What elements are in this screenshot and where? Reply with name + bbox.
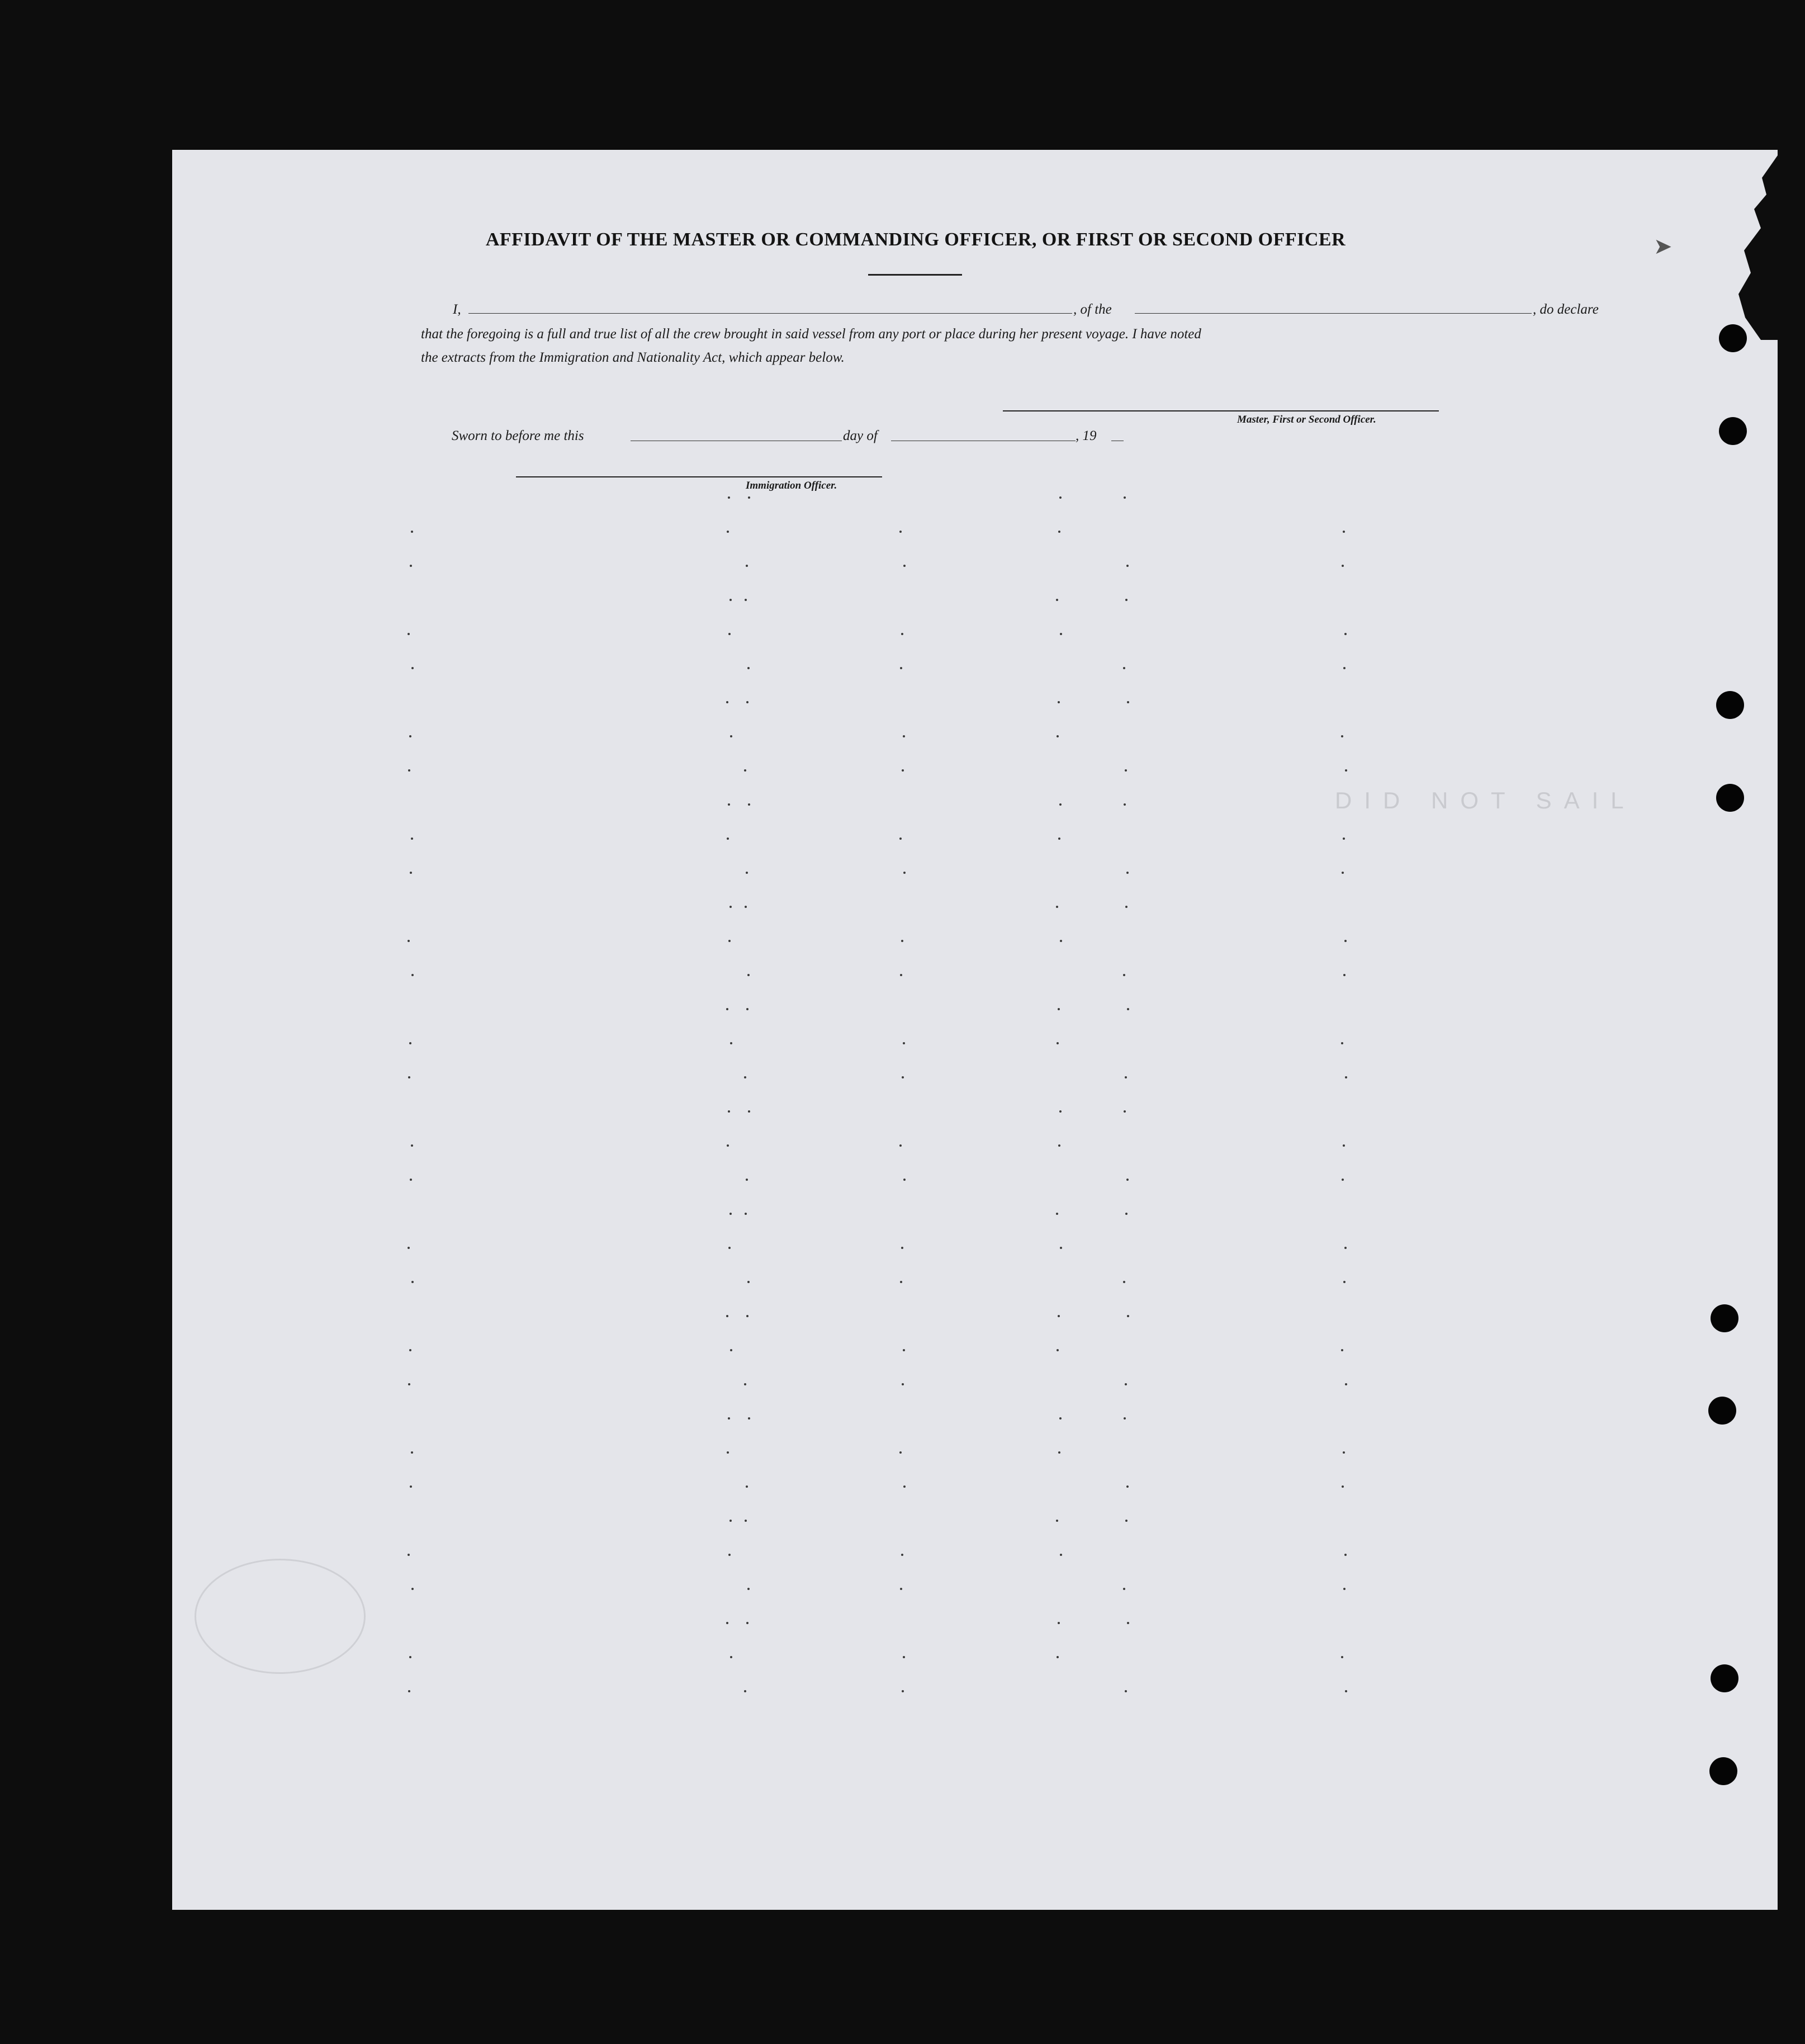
- scan-dot: [903, 1349, 905, 1351]
- scan-dot: [746, 872, 748, 874]
- scan-dot: [746, 1622, 748, 1624]
- scan-dot: [1127, 1315, 1129, 1317]
- scan-dot: [728, 803, 730, 806]
- scan-dot: [746, 565, 748, 567]
- scan-dot: [745, 1213, 747, 1215]
- scan-dot: [1125, 1213, 1127, 1215]
- scan-dot: [1127, 1008, 1129, 1010]
- punch-hole: [1716, 691, 1744, 719]
- scan-dot: [1342, 565, 1344, 567]
- scan-dot: [728, 1110, 730, 1113]
- scan-dot: [1126, 872, 1129, 874]
- scan-dot: [411, 974, 414, 976]
- scan-dot: [903, 1656, 905, 1658]
- scan-dot: [727, 531, 729, 533]
- scan-dot: [1056, 1213, 1058, 1215]
- scan-dot: [1344, 1247, 1347, 1249]
- immigration-officer-label: Immigration Officer.: [746, 480, 837, 491]
- scan-dot: [408, 1690, 410, 1692]
- scan-dot: [728, 633, 731, 635]
- scan-dot: [1342, 1485, 1344, 1488]
- scan-dot: [1056, 599, 1058, 601]
- scan-dot: [744, 1383, 746, 1385]
- scan-dot: [900, 1281, 902, 1283]
- scan-dot: [746, 1485, 748, 1488]
- vessel-blank: [1135, 313, 1532, 314]
- arrow-mark-icon: ➤: [1654, 234, 1673, 259]
- scan-dot: [1343, 1144, 1345, 1147]
- scan-dot: [1341, 1042, 1343, 1044]
- scan-dot: [1125, 1520, 1127, 1522]
- scan-dot: [1060, 940, 1062, 942]
- scan-dot: [1343, 838, 1345, 840]
- scan-dot: [902, 769, 904, 772]
- scan-dot: [729, 599, 732, 601]
- scan-dot: [1341, 1656, 1343, 1658]
- title-underline: [868, 274, 962, 276]
- scan-dot: [903, 1485, 906, 1488]
- scan-dot: [1342, 1179, 1344, 1181]
- scan-dot: [748, 1110, 750, 1113]
- scan-dot: [1124, 496, 1126, 499]
- scan-dot: [729, 906, 732, 908]
- scan-dot: [730, 1042, 732, 1044]
- punch-hole: [1711, 1664, 1738, 1692]
- scan-dot: [1341, 735, 1343, 737]
- punch-hole: [1709, 1757, 1737, 1785]
- scan-dot: [1059, 1417, 1062, 1420]
- scan-dot: [411, 531, 413, 533]
- scan-dot: [747, 1588, 750, 1590]
- scan-dot: [726, 1315, 728, 1317]
- scan-dot: [1127, 701, 1129, 703]
- torn-corner: [1711, 155, 1778, 340]
- scan-dot: [1125, 599, 1127, 601]
- scan-dot: [1058, 1451, 1060, 1454]
- scan-dot: [1341, 1349, 1343, 1351]
- scan-dot: [728, 496, 730, 499]
- scan-dot: [411, 1451, 413, 1454]
- scan-dot: [1343, 1281, 1346, 1283]
- scan-dot: [901, 940, 903, 942]
- scan-dot: [408, 1247, 410, 1249]
- scan-dot: [730, 1349, 732, 1351]
- scan-dot: [1123, 1281, 1125, 1283]
- scan-dot: [1057, 1656, 1059, 1658]
- declaration-do-declare: , do declare: [1533, 302, 1599, 317]
- scan-dot: [1127, 1622, 1129, 1624]
- scan-dot: [410, 565, 412, 567]
- scan-dot: [745, 1520, 747, 1522]
- scan-dot: [409, 1042, 411, 1044]
- scan-dot: [1345, 1076, 1347, 1078]
- scan-dot: [728, 1247, 731, 1249]
- scan-dot: [1126, 565, 1129, 567]
- master-signature-line: [1003, 410, 1439, 411]
- scan-dot: [1057, 1349, 1059, 1351]
- scan-dot: [747, 1281, 750, 1283]
- scan-dot: [1056, 1520, 1058, 1522]
- scan-dot: [408, 633, 410, 635]
- scan-dot: [410, 872, 412, 874]
- scan-dot: [902, 1383, 904, 1385]
- scan-dot: [1058, 1622, 1060, 1624]
- affidavit-title: AFFIDAVIT OF THE MASTER OR COMMANDING OFFICER, OR FIRST OR SECOND OFFICER: [485, 229, 1346, 250]
- scan-dot: [747, 667, 750, 669]
- scan-dot: [411, 1281, 414, 1283]
- faint-stamp-mark: [195, 1559, 366, 1674]
- scan-dot: [900, 974, 902, 976]
- scan-dot: [408, 940, 410, 942]
- scan-dot: [746, 1008, 748, 1010]
- paper-surface: [172, 150, 1778, 1910]
- scan-dot: [1058, 701, 1060, 703]
- scan-dot: [1125, 906, 1127, 908]
- scan-dot: [1057, 1042, 1059, 1044]
- scan-dot: [903, 565, 906, 567]
- scan-dot: [727, 838, 729, 840]
- scan-dot: [1057, 735, 1059, 737]
- scan-dot: [1124, 1110, 1126, 1113]
- scan-dot: [748, 496, 750, 499]
- scan-dot: [744, 1690, 746, 1692]
- bleed-through-stamp: DID NOT SAIL: [1335, 787, 1636, 813]
- scan-dot: [1123, 667, 1125, 669]
- scan-dot: [409, 1349, 411, 1351]
- scan-dot: [1123, 974, 1125, 976]
- scan-dot: [728, 1417, 730, 1420]
- declaration-of-the: , of the: [1073, 302, 1112, 317]
- scan-dot: [745, 599, 747, 601]
- scan-dot: [1125, 769, 1127, 772]
- scan-dot: [727, 1451, 729, 1454]
- scan-dot: [1343, 1588, 1346, 1590]
- scan-dot: [408, 1383, 410, 1385]
- scan-dot: [1345, 1383, 1347, 1385]
- scan-dot: [903, 1042, 905, 1044]
- scan-dot: [901, 1554, 903, 1556]
- scan-dot: [903, 872, 906, 874]
- scan-dot: [1056, 906, 1058, 908]
- scan-dot: [746, 1315, 748, 1317]
- scan-dot: [730, 735, 732, 737]
- scan-dot: [728, 1554, 731, 1556]
- scan-dot: [408, 1554, 410, 1556]
- scan-dot: [899, 1144, 902, 1147]
- punch-hole: [1719, 324, 1747, 352]
- scan-dot: [1060, 1247, 1062, 1249]
- scan-dot: [409, 735, 411, 737]
- scan-dot: [1058, 1144, 1060, 1147]
- scan-dot: [1058, 1008, 1060, 1010]
- scan-dot: [410, 1485, 412, 1488]
- scan-dot: [1060, 1554, 1062, 1556]
- scan-dot: [1343, 974, 1346, 976]
- scan-dot: [744, 769, 746, 772]
- scan-dot: [1343, 667, 1346, 669]
- scan-dot: [1123, 1588, 1125, 1590]
- scan-dot: [900, 667, 902, 669]
- scan-dot: [411, 1144, 413, 1147]
- master-signature-label: Master, First or Second Officer.: [1237, 414, 1376, 425]
- scan-dot: [1125, 1690, 1127, 1692]
- sworn-prefix: Sworn to before me this: [452, 428, 584, 443]
- scan-dot: [901, 1247, 903, 1249]
- scan-dot: [411, 667, 414, 669]
- scan-dot: [729, 1520, 732, 1522]
- scan-dot: [411, 1588, 414, 1590]
- scan-dot: [899, 1451, 902, 1454]
- scan-dot: [1124, 1417, 1126, 1420]
- scan-dot: [1124, 803, 1126, 806]
- scan-dot: [903, 1179, 906, 1181]
- scan-dot: [1058, 531, 1060, 533]
- scan-dot: [1126, 1485, 1129, 1488]
- scan-dot: [1058, 838, 1060, 840]
- scan-dot: [1343, 531, 1345, 533]
- sworn-year-prefix: , 19: [1076, 428, 1097, 443]
- punch-hole: [1716, 784, 1744, 812]
- scan-dot: [748, 1417, 750, 1420]
- scan-dot: [1125, 1383, 1127, 1385]
- scan-dot: [1126, 1179, 1129, 1181]
- scan-dot: [902, 1690, 904, 1692]
- punch-hole: [1708, 1397, 1736, 1425]
- scan-dot: [726, 1008, 728, 1010]
- scan-dot: [1059, 1110, 1062, 1113]
- document-page: [172, 150, 1778, 1910]
- scan-dot: [726, 1622, 728, 1624]
- scan-dot: [902, 1076, 904, 1078]
- scan-dot: [746, 1179, 748, 1181]
- punch-hole: [1719, 417, 1747, 445]
- punch-hole: [1711, 1304, 1738, 1332]
- immigration-officer-signature-line: [516, 476, 882, 477]
- scan-dot: [408, 769, 410, 772]
- scan-dot: [728, 940, 731, 942]
- scan-dot: [726, 701, 728, 703]
- declaration-i: I,: [453, 302, 461, 317]
- scan-dot: [729, 1213, 732, 1215]
- scan-dot: [1058, 1315, 1060, 1317]
- scan-dot: [747, 974, 750, 976]
- name-blank: [468, 313, 1072, 314]
- scan-dot: [1125, 1076, 1127, 1078]
- scan-dot: [1343, 1451, 1345, 1454]
- scan-dot: [903, 735, 905, 737]
- scan-dot: [1059, 496, 1062, 499]
- declaration-line-3: the extracts from the Immigration and Nationality Act, which appear below.: [421, 350, 845, 365]
- scan-dot: [1344, 633, 1347, 635]
- scan-dot: [1344, 940, 1347, 942]
- scan-dot: [409, 1656, 411, 1658]
- scan-dot: [748, 803, 750, 806]
- sworn-day-of: day of: [843, 428, 878, 443]
- scan-dot: [1342, 872, 1344, 874]
- scan-dot: [1345, 769, 1347, 772]
- scan-dot: [899, 838, 902, 840]
- scan-dot: [1345, 1690, 1347, 1692]
- scan-dot: [746, 701, 748, 703]
- scan-dot: [1344, 1554, 1347, 1556]
- scan-dot: [899, 531, 902, 533]
- scan-dot: [900, 1588, 902, 1590]
- scan-dot: [1059, 803, 1062, 806]
- scan-dot: [730, 1656, 732, 1658]
- scan-dot: [411, 838, 413, 840]
- declaration-line-2: that the foregoing is a full and true list of all the crew brought in said vessel from any port or place during her present voyage. I have noted: [421, 327, 1201, 342]
- scan-dot: [408, 1076, 410, 1078]
- scan-dot: [745, 906, 747, 908]
- scan-dot: [410, 1179, 412, 1181]
- scan-dot: [901, 633, 903, 635]
- scan-dot: [727, 1144, 729, 1147]
- scan-dot: [744, 1076, 746, 1078]
- scan-dot: [1060, 633, 1062, 635]
